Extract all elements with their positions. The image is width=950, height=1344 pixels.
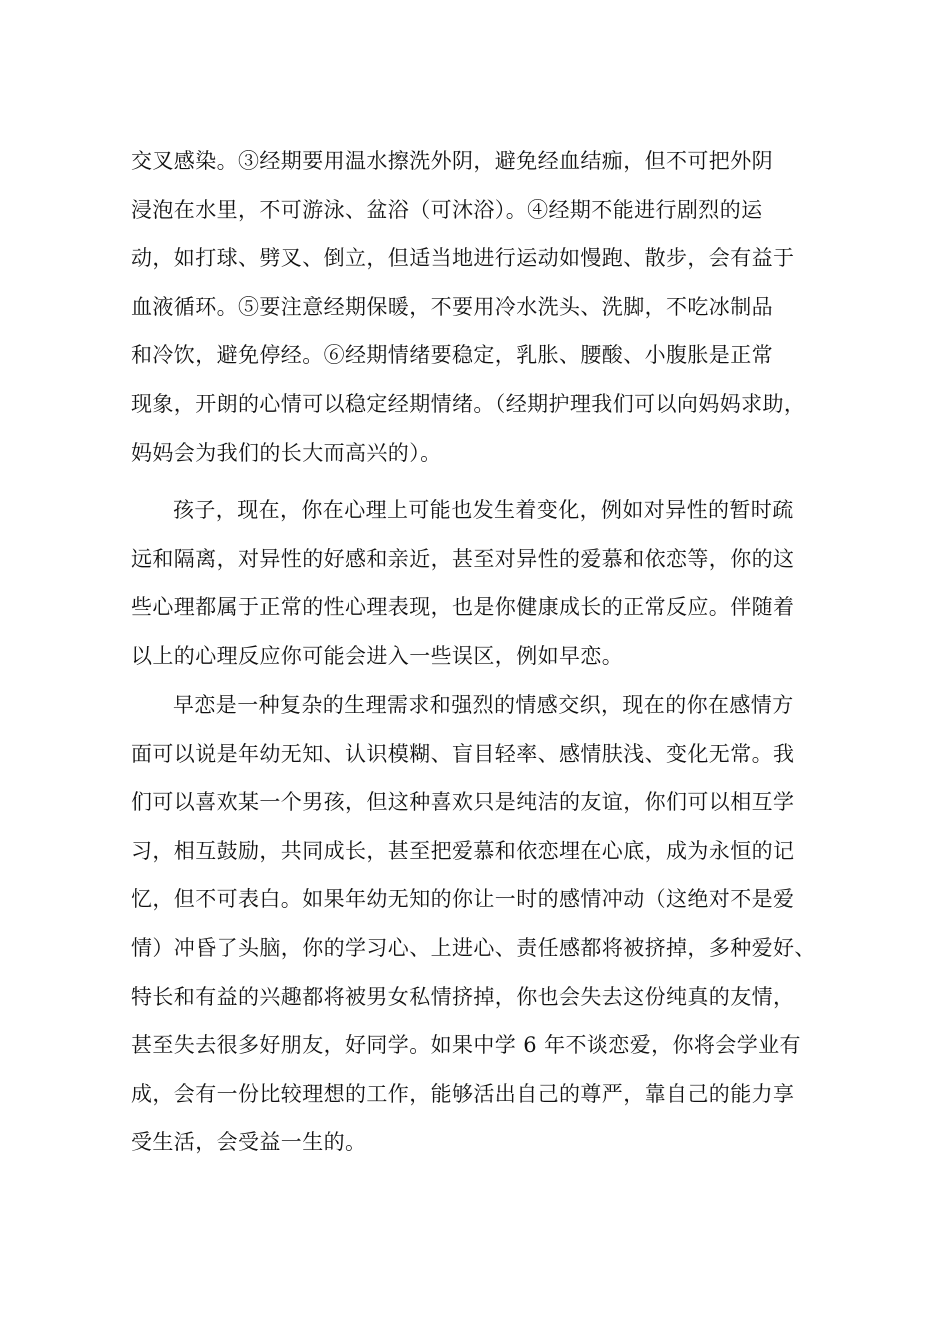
text-line: 受生活，会受益一生的。 <box>131 1130 367 1155</box>
text-line: 浸泡在水里，不可游泳、盆浴（可沐浴）。④经期不能进行剧烈的运 <box>131 197 763 222</box>
text-line: 以上的心理反应你可能会进入一些误区，例如早恋。 <box>131 643 624 668</box>
text-line: 些心理都属于正常的性心理表现，也是你健康成长的正常反应。伴随着 <box>131 595 795 620</box>
text-line: 动，如打球、劈叉、倒立，但适当地进行运动如慢跑、散步，会有益于 <box>131 246 795 271</box>
text-line: 们可以喜欢某一个男孩，但这种喜欢只是纯洁的友谊，你们可以相互学 <box>131 790 795 815</box>
text-line: 成，会有一份比较理想的工作，能够活出自己的尊严，靠自己的能力享 <box>131 1081 795 1106</box>
text-line: 早恋是一种复杂的生理需求和强烈的情感交织，现在的你在感情方 <box>173 693 794 717</box>
text-line: 和冷饮，避免停经。⑥经期情绪要稳定，乳胀、腰酸、小腹胀是正常 <box>131 343 773 368</box>
paragraph-psychological-changes <box>131 486 831 680</box>
text-line: 交叉感染。③经期要用温水擦洗外阴，避免经血结痂，但不可把外阴 <box>131 149 773 173</box>
text-line: 忆，但不可表白。如果年幼无知的你让一时的感情冲动（这绝对不是爱 <box>131 887 795 912</box>
text-line: 习，相互鼓励，共同成长，甚至把爱慕和依恋埋在心底，成为永恒的记 <box>131 838 795 863</box>
text-line: 甚至失去很多好朋友，好同学。如果中学 6 年不谈恋爱，你将会学业有 <box>131 1033 801 1058</box>
text-line: 远和隔离，对异性的好感和亲近，甚至对异性的爱慕和依恋等，你的这 <box>131 546 795 571</box>
text-line: 血液循环。⑤要注意经期保暖，不要用冷水洗头、洗脚，不吃冰制品 <box>131 294 773 319</box>
paragraph-menstrual-care <box>131 137 831 477</box>
text-line: 面可以说是年幼无知、认识模糊、盲目轻率、感情肤浅、变化无常。我 <box>131 741 795 766</box>
text-line: 现象，开朗的心情可以稳定经期情绪。（经期护理我们可以向妈妈求助， <box>131 391 806 416</box>
paragraph-early-love <box>131 681 831 1167</box>
text-line: 妈妈会为我们的长大而高兴的）。 <box>131 440 442 465</box>
text-line: 情）冲昏了头脑，你的学习心、上进心、责任感都将被挤掉，多种爱好、 <box>131 935 816 960</box>
text-line: 特长和有益的兴趣都将被男女私情挤掉，你也会失去这份纯真的友情， <box>131 984 795 1009</box>
text-line: 孩子，现在，你在心理上可能也发生着变化，例如对异性的暂时疏 <box>173 498 794 522</box>
